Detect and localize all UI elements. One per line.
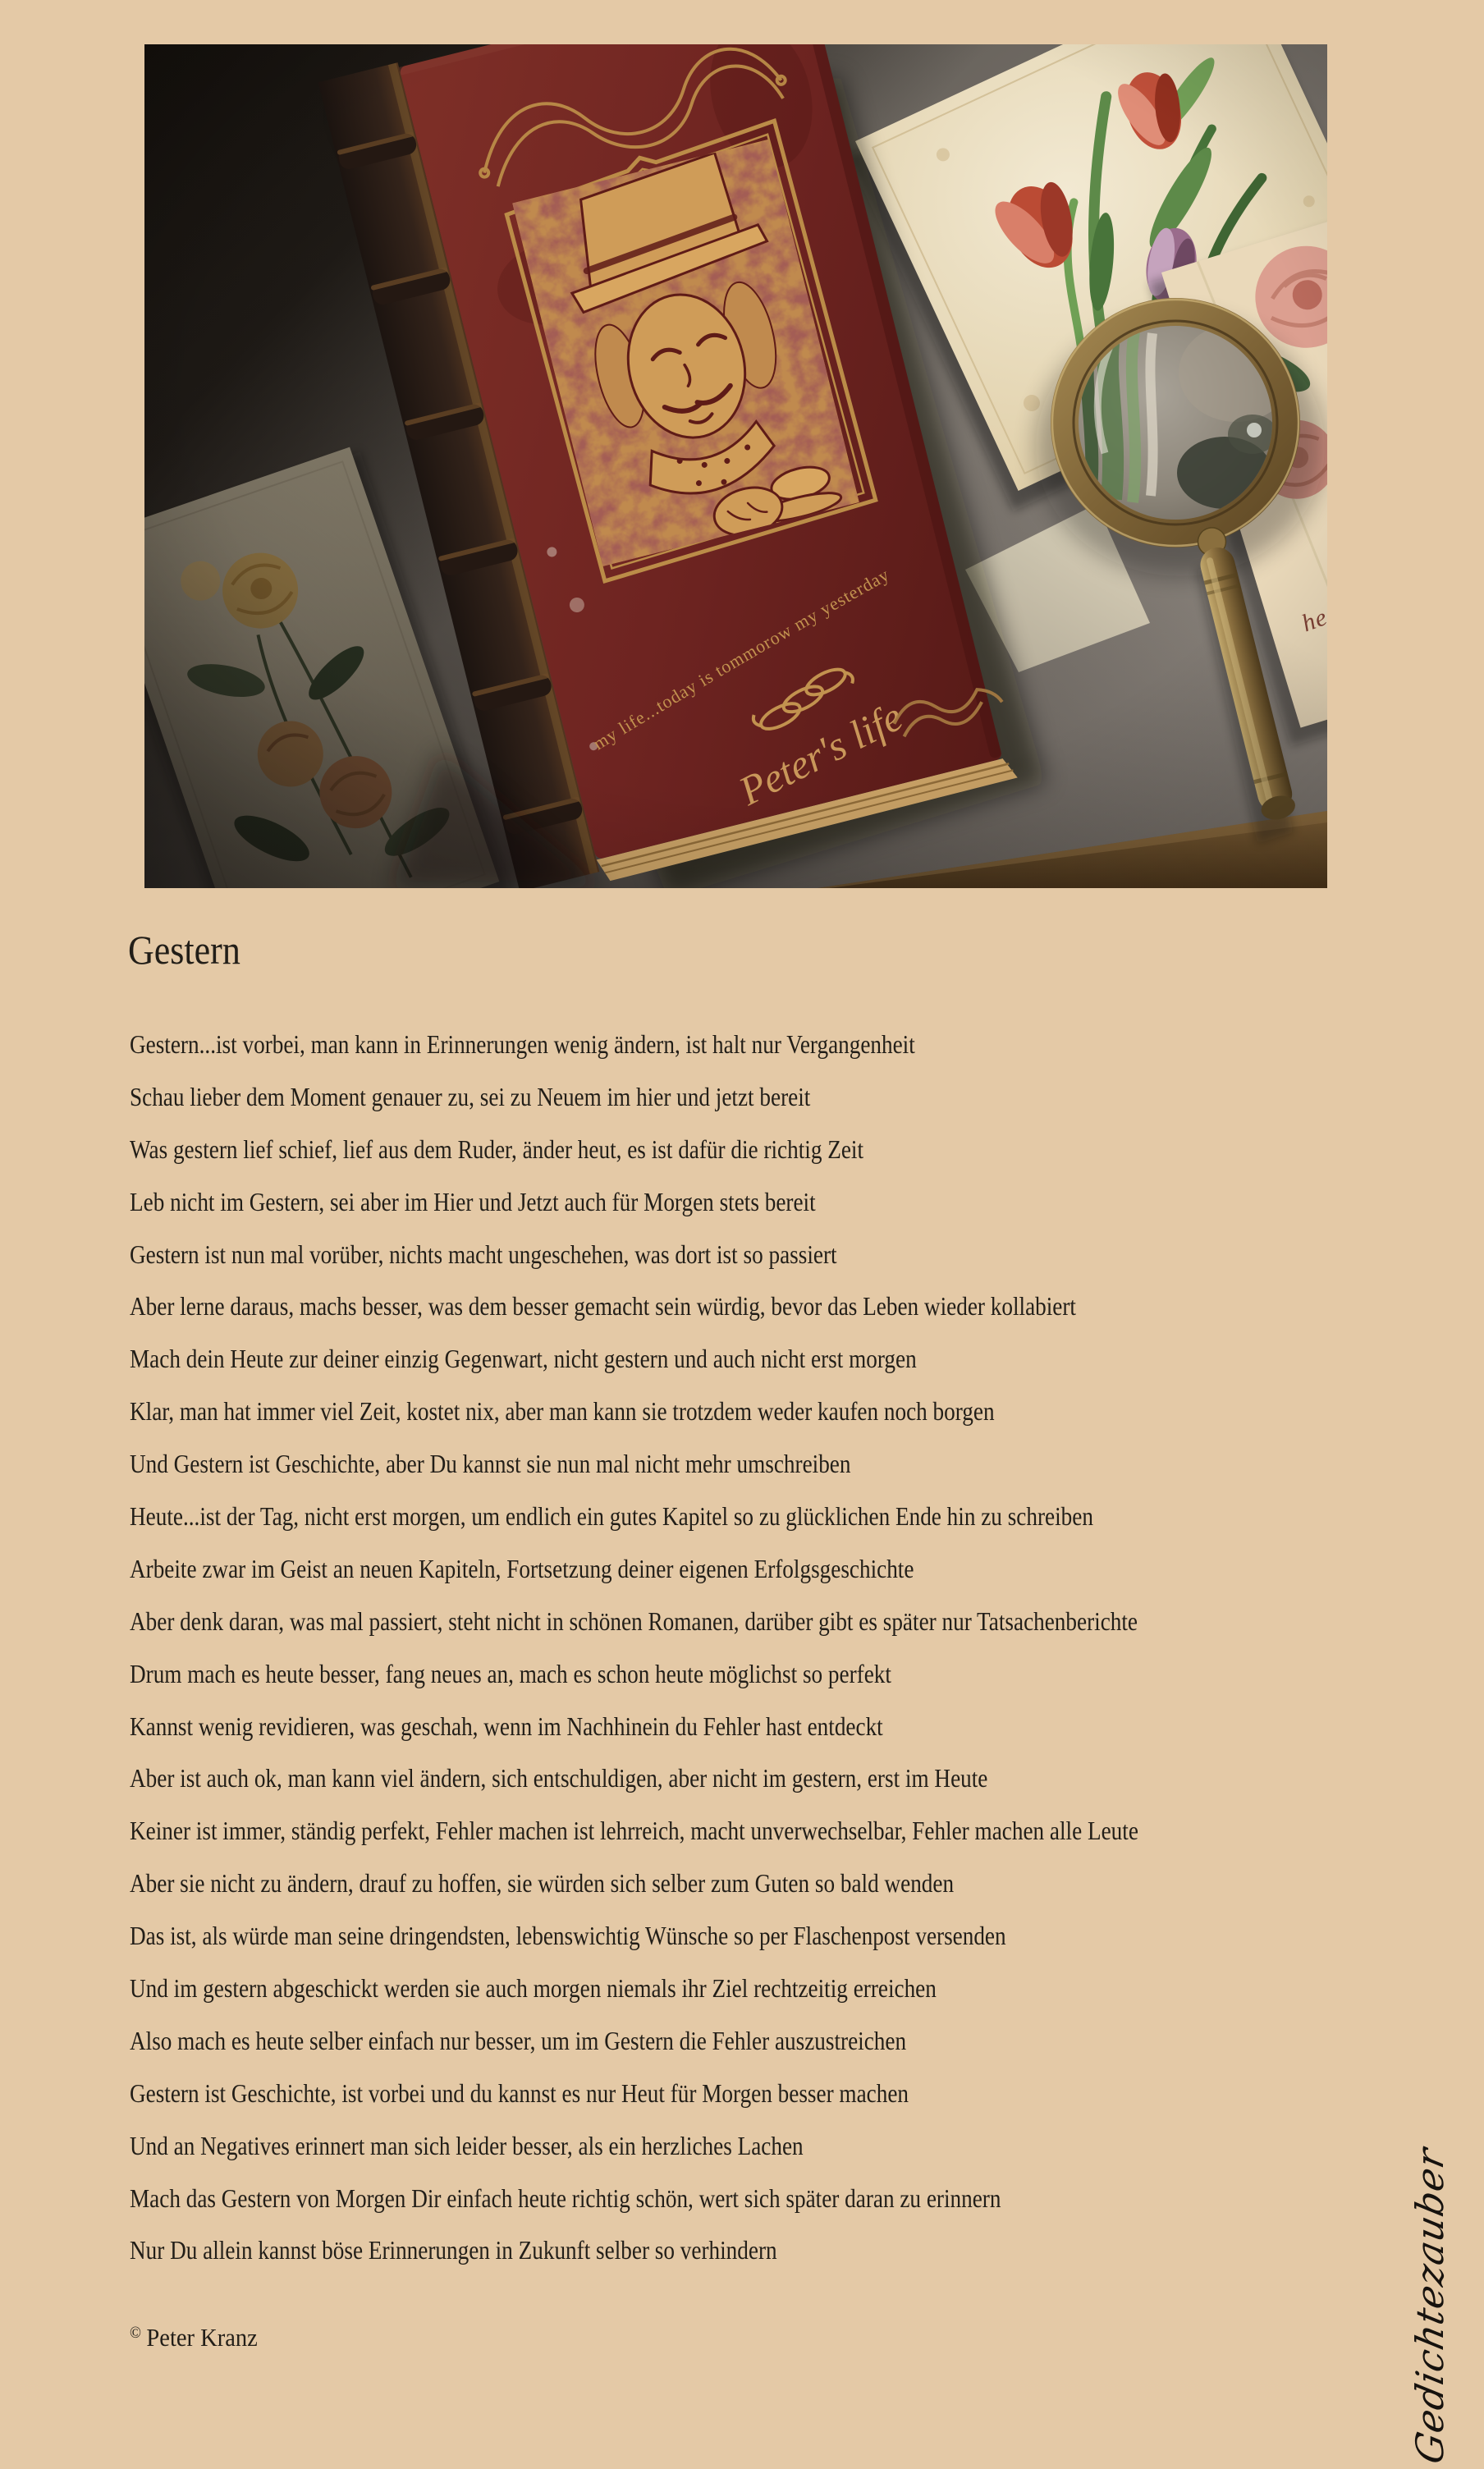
poem-line: Und im gestern abgeschickt werden sie auch morgen niemals ihr Ziel rechtzeitig erreichen [130,1973,937,2004]
poem-line: Aber denk daran, was mal passiert, steht nicht in schönen Romanen, darüber gibt es später nur Tatsachenberichte [130,1606,1138,1636]
copyright-symbol: © [130,2324,141,2342]
poem-line: Keiner ist immer, ständig perfekt, Fehler machen ist lehrreich, macht unverwechselbar, Fehler machen alle Leute [130,1816,1138,1846]
poem-line: Und Gestern ist Geschichte, aber Du kannst sie nun mal nicht mehr umschreiben [130,1449,851,1479]
poem-line: Gestern...ist vorbei, man kann in Erinnerungen wenig ändern, ist halt nur Vergangenheit [130,1029,915,1059]
poem-line: Aber lerne daraus, machs besser, was dem besser gemacht sein würdig, bevor das Leben wieder kollabiert [130,1291,1076,1322]
attribution [130,2323,258,2352]
poem-line: Was gestern lief schief, lief aus dem Ruder, änder heut, es ist dafür die richtig Zeit [130,1134,864,1164]
poem-line: Klar, man hat immer viel Zeit, kostet nix, aber man kann sie trotzdem weder kaufen noch borgen [130,1396,995,1427]
poem-line: Gestern ist Geschichte, ist vorbei und du kannst es nur Heut für Morgen besser machen [130,2077,909,2108]
poem-line: Drum mach es heute besser, fang neues an, mach es schon heute möglichst so perfekt [130,1658,891,1688]
poem-line: Aber sie nicht zu ändern, drauf zu hoffen, sie würden sich selber zum Guten so bald wenden [130,1868,955,1899]
vignette-overlay [144,44,1327,888]
poem-line: Mach dein Heute zur deiner einzig Gegenwart, nicht gestern und auch nicht erst morgen [130,1344,917,1374]
poem-line: Also mach es heute selber einfach nur besser, um im Gestern die Fehler auszustreichen [130,2025,907,2055]
attribution-name: Peter Kranz [146,2323,258,2352]
poem-line: Gestern ist nun mal vorüber, nichts macht ungeschehen, was dort ist so passiert [130,1239,837,1269]
poem-body [130,1019,1317,2277]
poem-line: Arbeite zwar im Geist an neuen Kapiteln, Fortsetzung deiner eigenen Erfolgsgeschichte [130,1553,914,1583]
header-photo [144,44,1327,888]
poem-line: Mach das Gestern von Morgen Dir einfach heute richtig schön, wert sich später daran zu erinnern [130,2183,1001,2213]
poem-line: Nur Du allein kannst böse Erinnerungen in Zukunft selber so verhindern [130,2235,777,2265]
poem-line: Leb nicht im Gestern, sei aber im Hier und Jetzt auch für Morgen stets bereit [130,1186,816,1216]
poem-line: Und an Negatives erinnert man sich leider besser, als ein herzliches Lachen [130,2130,804,2160]
photo-scene [144,44,1327,888]
poem-line: Das ist, als würde man seine dringendsten, lebenswichtig Wünsche so per Flaschenpost versenden [130,1921,1006,1951]
poem-title: Gestern [128,927,240,973]
watermark-signature: Gedichtezauber [1408,2143,1452,2468]
poem-line: Heute...ist der Tag, nicht erst morgen, um endlich ein gutes Kapitel so zu glücklichen Ende hin zu schreiben [130,1501,1093,1532]
poem-line: Schau lieber dem Moment genauer zu, sei zu Neuem im hier und jetzt bereit [130,1081,811,1111]
poem-line: Kannst wenig revidieren, was geschah, wenn im Nachhinein du Fehler hast entdeckt [130,1711,883,1741]
poem-line: Aber ist auch ok, man kann viel ändern, sich entschuldigen, aber nicht im gestern, erst im Heute [130,1763,988,1793]
